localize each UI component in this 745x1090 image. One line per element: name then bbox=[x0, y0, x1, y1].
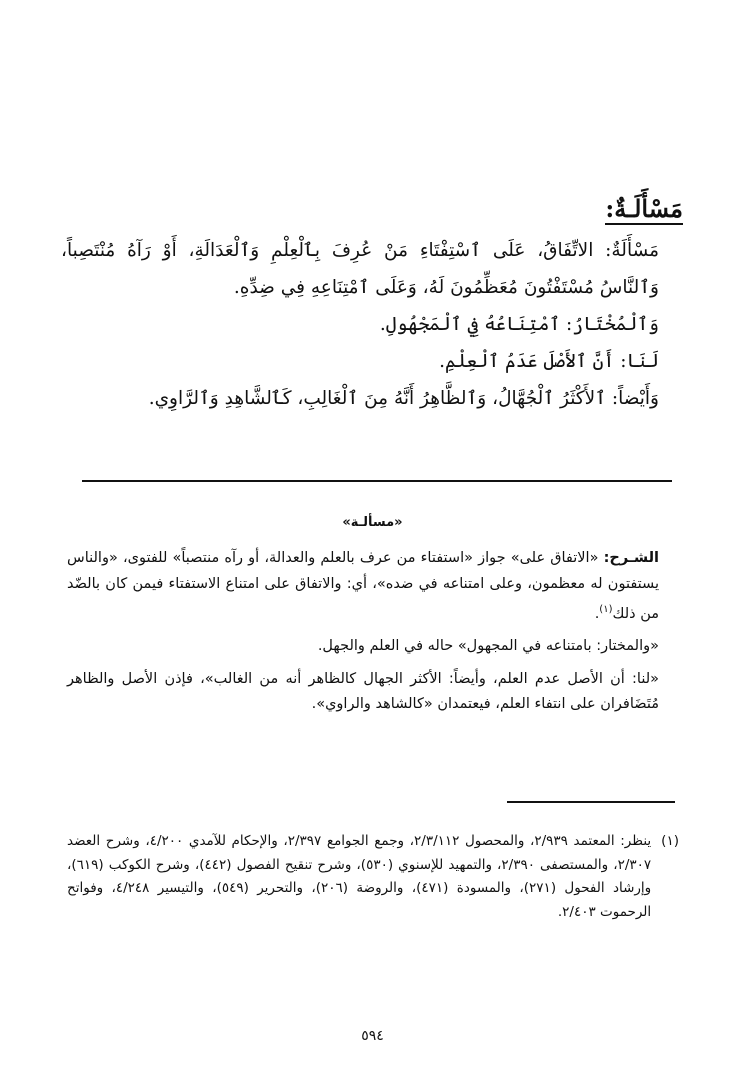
sharh-paragraph-2: «والمختار: بامتناعه في المجهول» حاله في العلم والجهل. bbox=[317, 638, 659, 655]
footnote bbox=[67, 830, 679, 924]
sharh-paragraph-1-text: «الاتفاق على» جواز «استفتاء من عرف بالعلم والعدالة، أو رآه منتصباً» للفتوى، «والناس يستفتون له معظمون، وعلى امتناعه في ضده»، أي: والاتفاق على امتناع الاستفتاء فيمن كان بالضّد من ذلك bbox=[67, 550, 659, 622]
matn-paragraph-1: مَسْأَلَةٌ: الاتِّفَاقُ، عَلَى ٱسْتِفْتَاءِ مَنْ عُرِفَ بِٱلْعِلْمِ وَٱلْعَدَالَةِ، أَوْ رَآهُ مُنْتَصِباً، وَٱلنَّاسُ مُسْتَفْتُونَ مُعَظِّمُونَ لَهُ، وَعَلَى ٱمْتِنَاعِهِ فِي ضِدِّهِ. bbox=[61, 240, 659, 298]
sharh-paragraph-1 bbox=[67, 546, 679, 627]
footnote-reference[interactable]: (١) bbox=[599, 604, 613, 615]
sharh-heading: «مسألـة» bbox=[342, 515, 403, 530]
sharh-paragraph-1-end: . bbox=[594, 605, 600, 622]
footnote-divider bbox=[507, 801, 675, 803]
footnote-number: (١) bbox=[661, 833, 679, 849]
sharh-paragraph-3: «لنا: أن الأصل عدم العلم، وأيضاً: الأكثر الجهال كالظاهر أنه من الغالب»، فإذن الأصل والظاهر مُتَضَافران على انتفاء العلم، فيعتمدان «كالشاهد والراوي». bbox=[67, 670, 659, 713]
footnote-text: ينظر: المعتمد ٢/٩٣٩، والمحصول ٢/٣/١١٢، وجمع الجوامع ٢/٣٩٧، والإحكام للآمدي ٤/٢٠٠، وشرح العضد ٢/٣٠٧، والمستصفى ٢/٣٩٠، والتمهيد للإسنوي (٥٣٠)، وشرح تنقيح الفصول (٤٤٢)، وشرح الكوكب (٦١٩)، وإرشاد الفحول (٢٧١)، والمسودة (٤٧١)، والروضة (٢٠٦)، والتحرير (٥٤٩)، والتيسير ٤/٢٤٨، وفواتح الرحموت ٢/٤٠٣. bbox=[67, 833, 652, 920]
sharh-text bbox=[67, 546, 679, 725]
matn-paragraph-3: لَنَا: أَنَّ ٱلأَصْلَ عَدَمُ ٱلْعِلْمِ. bbox=[439, 351, 659, 372]
matn-paragraph-2: وَٱلْمُخْتَارُ: ٱمْتِنَاعُهُ فِي ٱلْمَجْهُولِ. bbox=[379, 314, 659, 335]
matn-divider bbox=[82, 480, 672, 482]
page-number: ٥٩٤ bbox=[361, 1028, 384, 1044]
matn-heading: مَسْأَلَـةٌ: bbox=[605, 196, 683, 225]
matn-paragraph-4: وَأَيْضاً: ٱلأَكْثَرُ ٱلْجُهَّالُ، وَٱلظَّاهِرُ أَنَّهُ مِنَ ٱلْغَالِبِ، كَٱلشَّاهِدِ وَٱلرَّاوِي. bbox=[148, 388, 659, 409]
matn-text bbox=[61, 232, 681, 417]
sharh-label: الشـرح: bbox=[603, 550, 659, 566]
